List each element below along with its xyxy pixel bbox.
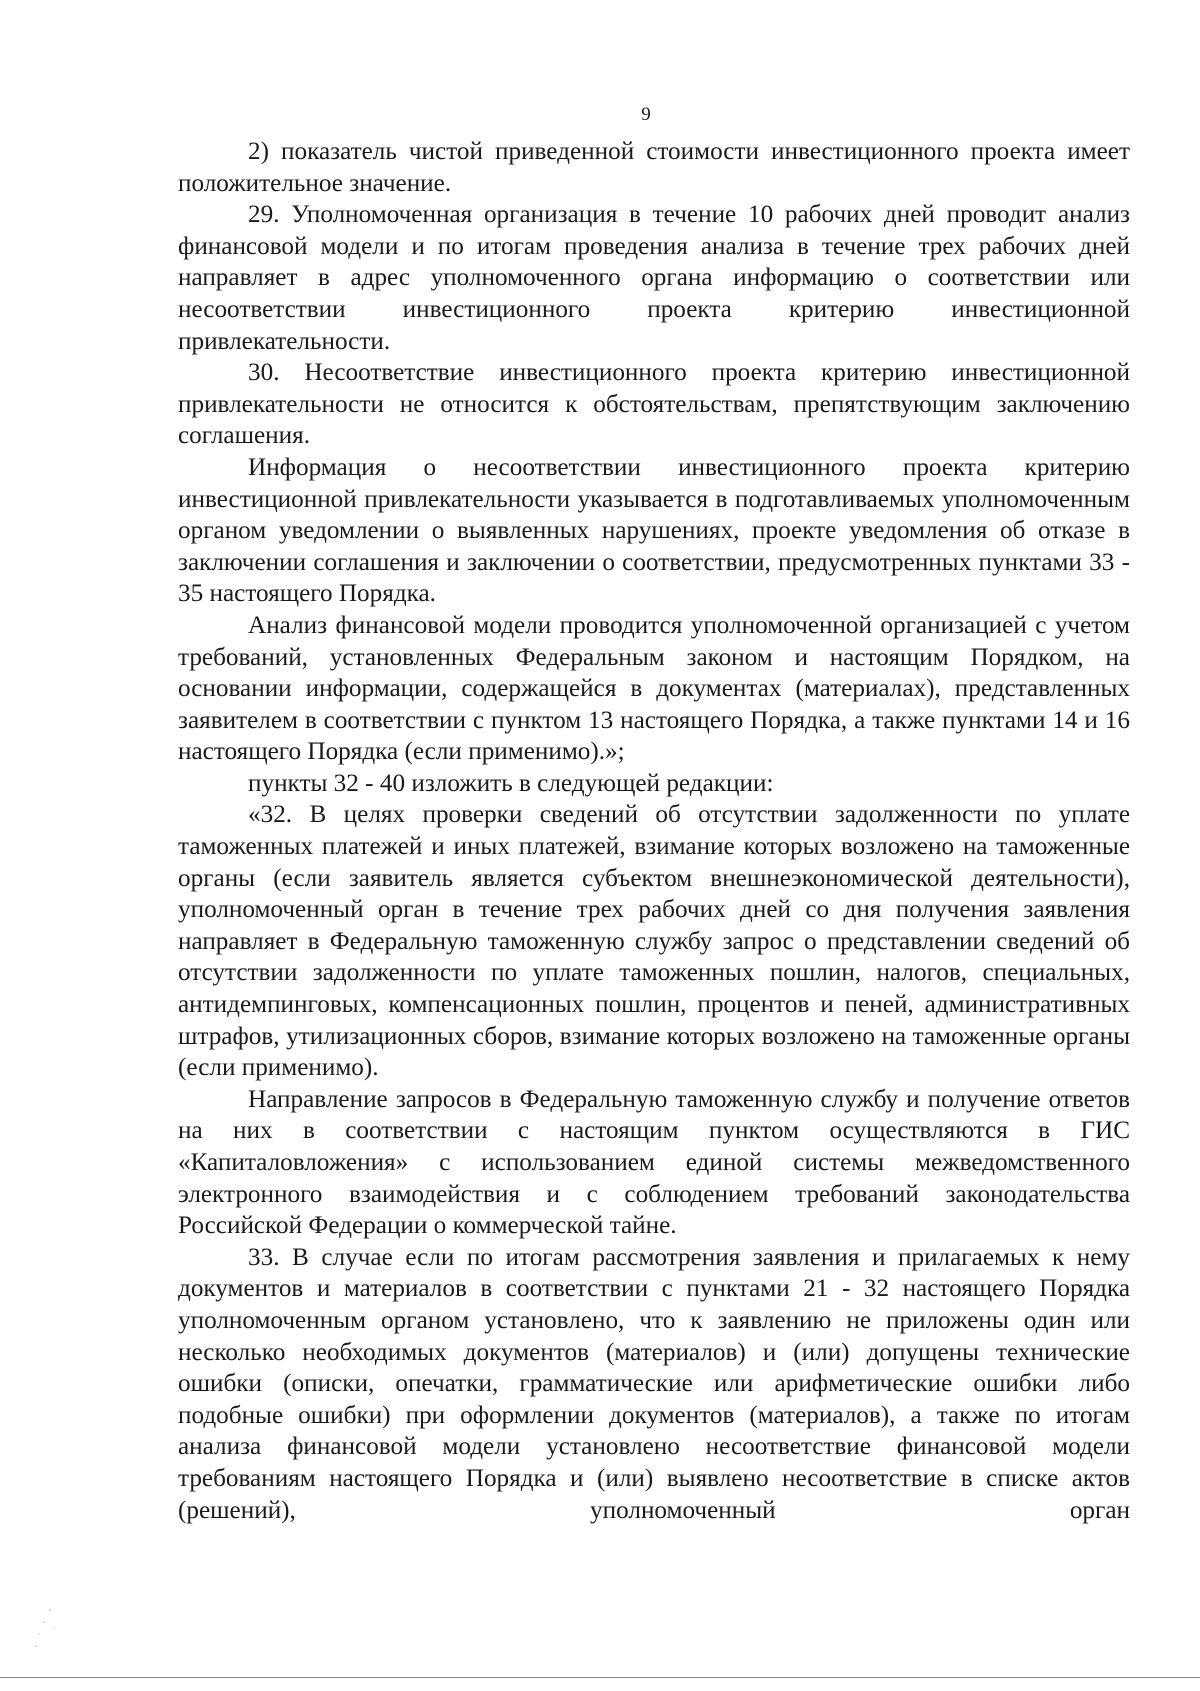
paragraph-30-information: Информация о несоответствии инвестиционного проекта критерию инвестиционной привлекательности указывается в подготавливаемых уполномоченным органом уведомлении о выявленных нарушениях, проекте уведомления об отказе в заключении соглашения и заключении о соответствии, предусмотренных пунктами 33 - 35 настоящего Порядка. (178, 453, 1130, 608)
page-number: 9 (641, 104, 651, 125)
paragraph-32-requests: Направление запросов в Федеральную таможенную службу и получение ответов на них в соответствии с настоящим пунктом осуществляются в ГИС «Капиталовложения» с использованием единой системы межведомственного электронного взаимодействия и с соблюдением требований законодательства Российской Федерации о коммерческой тайне. (178, 1085, 1130, 1240)
paragraph-30: 30. Несоответствие инвестиционного проекта критерию инвестиционной привлекательности не относится к обстоятельствам, препятствующим заключению соглашения. (178, 359, 1130, 450)
paragraph-amendment-intro: пункты 32 - 40 изложить в следующей редакции: (248, 769, 774, 797)
paragraph-32: «32. В целях проверки сведений об отсутствии задолженности по уплате таможенных платежей и иных платежей, взимание которых возложено на таможенные органы (если заявитель является субъектом внешнеэкономической деятельности), уполномоченный орган в течение трех рабочих дней со дня получения заявления направляет в Федеральную таможенную службу запрос о представлении сведений об отсутствии задолженности по уплате таможенных пошлин, налогов, специальных, антидемпинговых, компенсационных пошлин, процентов и пеней, административных штрафов, утилизационных сборов, взимание которых возложено на таможенные органы (если применимо). (178, 801, 1130, 1082)
paragraph-29: 29. Уполномоченная организация в течение 10 рабочих дней проводит анализ финансовой модели и по итогам проведения анализа в течение трех рабочих дней направляет в адрес уполномоченного органа информацию о соответствии или несоответствии инвестиционного проекта критерию инвестиционной привлекательности. (178, 201, 1130, 355)
document-body (178, 136, 1130, 1526)
paragraph-33: 33. В случае если по итогам рассмотрения заявления и прилагаемых к нему документов и материалов в соответствии с пунктами 21 - 32 настоящего Порядка уполномоченным органом установлено, что к заявлению не приложены один или несколько необходимых документов (материалов) и (или) допущены технические ошибки (описки, опечатки, грамматические или арифметические ошибки либо подобные ошибки) при оформлении документов (материалов), а также по итогам анализа финансовой модели установлено несоответствие финансовой модели требованиям настоящего Порядка и (или) выявлено несоответствие в списке актов (решений), уполномоченный орган (178, 1243, 1130, 1524)
scan-bottom-edge (0, 1677, 1200, 1678)
paragraph-30-analysis: Анализ финансовой модели проводится уполномоченной организацией с учетом требований, установленных Федеральным законом и настоящим Порядком, на основании информации, содержащейся в документах (материалах), представленных заявителем в соответствии с пунктом 13 настоящего Порядка, а также пунктами 14 и 16 настоящего Порядка (если применимо).»; (178, 611, 1130, 766)
paragraph-item-2: 2) показатель чистой приведенной стоимости инвестиционного проекта имеет положительное значение. (178, 138, 1130, 197)
scan-noise-marks (30, 1600, 70, 1660)
